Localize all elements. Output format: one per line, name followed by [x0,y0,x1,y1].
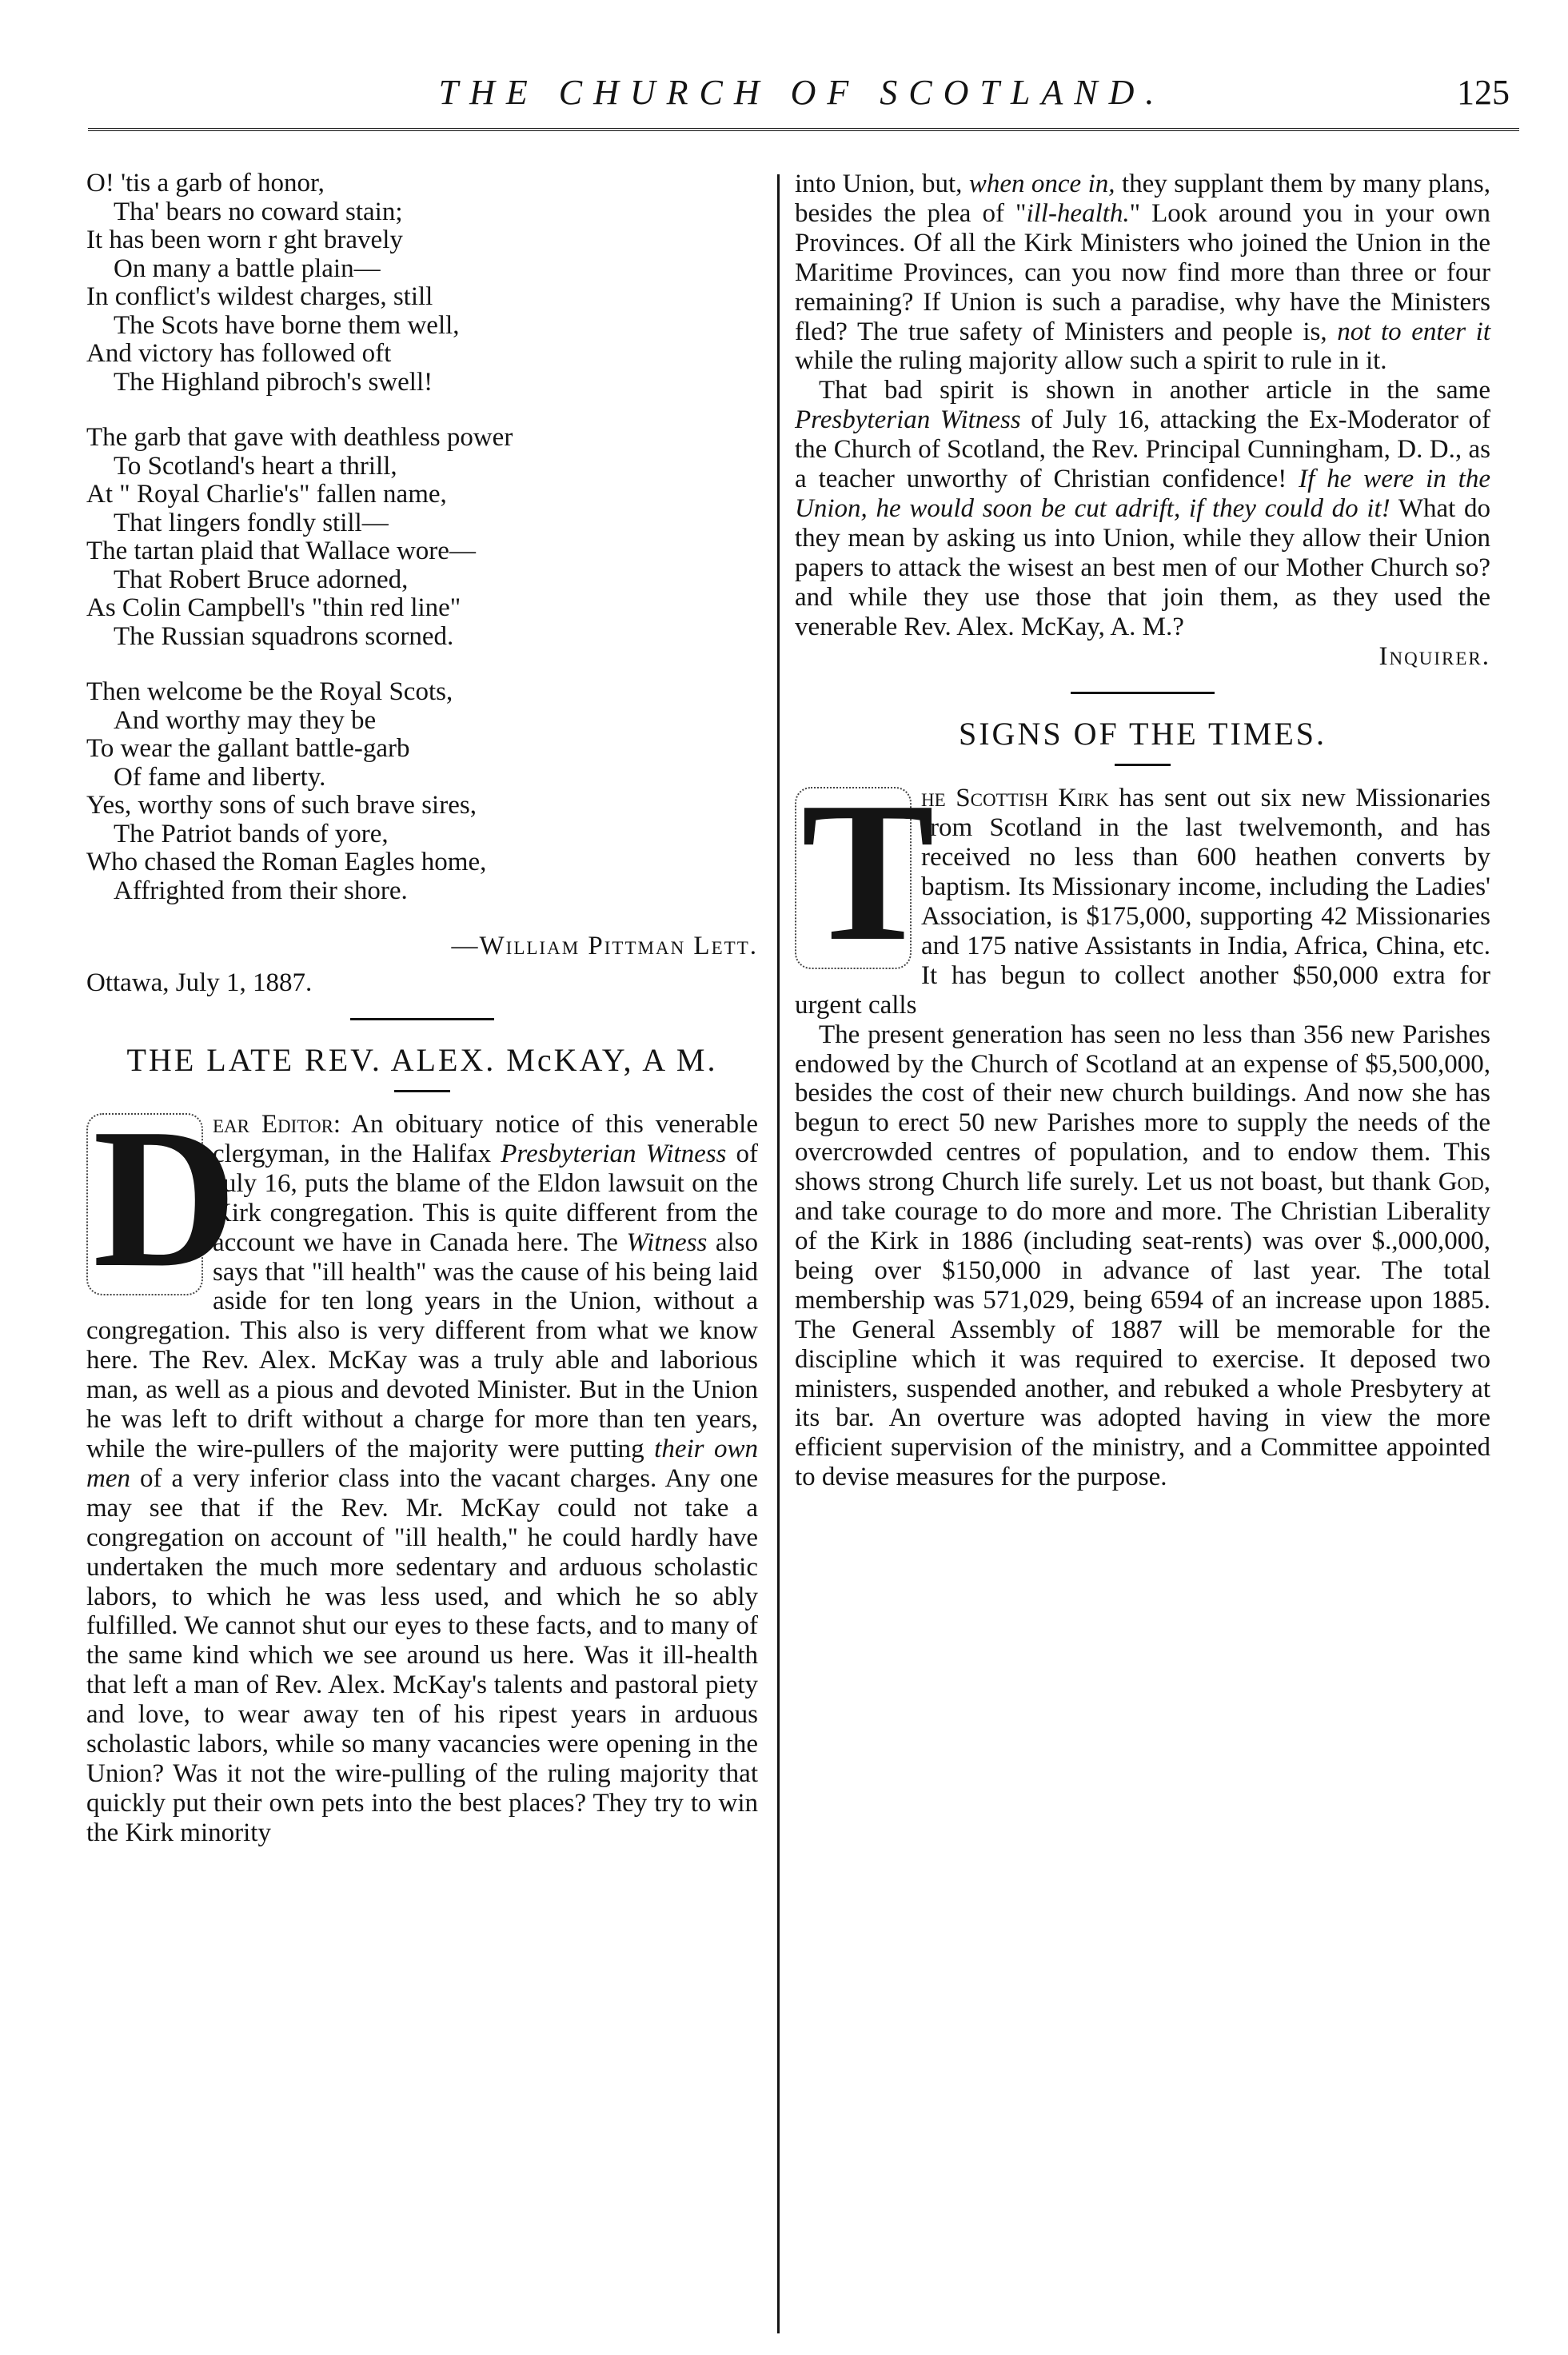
poem-line: As Colin Campbell's "thin red line" [86,593,461,622]
drop-cap-letter: T [801,761,935,984]
salutation: ear Editor: [213,1110,341,1139]
column-divider [777,174,780,2333]
italic-run: Presbyterian Witness [795,405,1021,435]
poem-stanza [86,424,758,651]
poem-line: The Russian squadrons scorned. [114,621,454,651]
italic-run: when once in, [968,170,1115,198]
text-run: An obituary notice of this venerable clergyman, in the Halifax [213,1110,758,1168]
poem-line: Then welcome be the Royal Scots, [86,677,453,706]
poem-line: The garb that gave with deathless power [86,423,513,452]
poem-line: Affrighted from their shore. [114,876,408,905]
drop-cap-ornament [86,1088,237,1309]
article-body-signs [795,761,1490,1492]
small-caps-run: God [1438,1168,1484,1197]
page-number: 125 [1457,73,1510,112]
poem-line: On many a battle plain— [114,253,381,283]
signature: Inquirer. [1378,641,1490,671]
text-run: , and take courage to do more and more. The Christian Liberality of the Kirk in 1886 (including seat-rents) was over $.,000,000, being over $150,000 in advance of last year. The total membership was 571,029, being 6594 of an increase upon 1885. The General Assembly of 1887 will be memorable for the discipline which it was required to exercise. It deposed two ministers, suspended another, and rebuked a whole Presbytery at its bar. An overture was adopted having in view the more efficient supervision of the ministry, and a Committee appointed to devise measures for the purpose. [795,1168,1490,1492]
italic-run: their own men [86,1434,758,1493]
text-run: The present generation has seen no less than 356 new Parishes endowed by the Church of Scotland at an expense of $5,500,000, besides the cost of their new church buildings. And now she has begun to erect 50 new Parishes more to supply the needs of the overcrowded centres of population, and to endow them. This shows strong Church life surely. Let us not boast, but thank [795,1020,1490,1197]
poem-line: And victory has followed oft [86,339,392,368]
article-body-mckay-continued [795,170,1490,671]
text-run: of July 16, attacking the Ex-Moderator of the Church of Scotland, the Rev. Principal Cunningham, D. D., as a teacher unworthy of Christian confidence! [795,405,1490,494]
lead-in: he Scottish Kirk [921,784,1109,813]
section-separator [1071,692,1215,694]
text-run: What do they mean by asking us into Union, while they allow their Union papers to attack the wisest an best men of our Mother Church so? and while they use those that join them, as they used the venerable Rev. Alex. McKay, A. M.? [795,493,1491,641]
poem-line: It has been worn r ght bravely [86,226,403,254]
poem-line: That Robert Bruce adorned, [114,565,409,594]
right-column [795,170,1490,1492]
poem-line: The Patriot bands of yore, [114,819,389,848]
poem-line: Who chased the Roman Eagles home, [86,848,487,876]
drop-cap-letter: D [93,1088,237,1309]
text-run: " Look around you in your own Provinces. Of all the Kirk Ministers who joined the Union in the Maritime Provinces, can you now find more than three or four remaining? If Union is such a paradise, why have the Ministers fled? The true safety of Ministers and people is, [795,198,1490,346]
paragraph [795,376,1490,641]
text-run: has sent out six new Missionaries from Scotland in the last twelvemonth, and has received no less than 600 heathen converts by baptism. Its Missionary income, including the Ladies' Association, is $175,000, supporting 42 Missionaries and 175 native Assistants in India, Africa, China, etc. It has begun to collect another $50,000 extra for urgent calls [795,784,1490,1020]
poem-stanza [86,170,758,397]
poem-line: That lingers fondly still— [114,508,389,537]
text-run: while the ruling majority allow such a spirit to rule in it. [795,346,1387,376]
poem [86,170,758,997]
poem-line: Yes, worthy sons of such brave sires, [86,791,477,820]
running-title: THE CHURCH OF SCOTLAND. [438,73,1166,112]
poem-line: Of fame and liberty. [114,762,326,792]
paragraph [795,761,1490,1020]
text-run: of July 16, puts the blame of the Eldon lawsuit on the Kirk congregation. This is quite different from the account we have in Canada here. The [213,1139,758,1257]
poem-stanza [86,678,758,905]
paragraph [86,1088,758,1848]
poem-attribution: —William Pittman Lett. [451,932,758,960]
poem-line: In conflict's wildest charges, still [86,282,433,311]
poem-line: The Highland pibroch's swell! [114,367,433,397]
article-title-signs: SIGNS OF THE TIMES. [958,716,1327,752]
title-rule [1115,764,1171,766]
poem-line: At " Royal Charlie's" fallen name, [86,480,447,509]
poem-line: To Scotland's heart a thrill, [114,451,397,481]
text-run: into Union, but, [795,170,969,198]
text-run: That bad spirit is shown in another article in the same [819,376,1490,405]
paragraph [795,170,1490,376]
text-run: they supplant them by many plans, besides the plea of " [795,170,1490,228]
left-column [86,170,758,1848]
poem-line: And worthy may they be [114,705,377,735]
article-body-mckay [86,1088,758,1848]
text-run: of a very inferior class into the vacant charges. Any one may see that if the Rev. Mr. McKay could not take a congregation on account of "ill health,'' he could hardly have undertaken the much more sedentary and arduous scholastic labors, to which he was less used, and which he so ably fulfilled. We cannot shut our eyes to these facts, and to many of the same kind which we see around us here. Was it ill-health that left a man of Rev. Alex. McKay's talents and pastoral piety and love, to wear away ten of his ripest years in arduous scholastic labors, while so many vacancies were opening in the Union? Was it not the wire-pulling of the ruling majority that quickly put their own pets into the best places? They try to win the Kirk minority [86,1463,758,1847]
italic-run: Witness [626,1227,708,1257]
text-run: also says that "ill health" was the cause of his being laid aside for ten long years in the Union, without a congregation. This also is very different from what we know here. The Rev. Alex. McKay was a truly able and laborious man, as well as a pious and devoted Minister. But in the Union he was left to drift without a charge for more than ten years, while the wire-pullers of the majority were putting [86,1227,758,1463]
italic-run: If he were in the Union, he would soon be cut adrift, if they could do it! [795,465,1490,523]
paragraph [795,1020,1490,1493]
poem-line: The Scots have borne them well, [114,310,460,340]
drop-cap-ornament [795,761,935,984]
poem-line: Tha' bears no coward stain; [114,197,403,226]
title-rule [394,1090,450,1092]
poem-line: The tartan plaid that Wallace wore— [86,537,476,565]
section-separator [350,1018,494,1020]
article-title-mckay: THE LATE REV. ALEX. McKAY, A M. [126,1042,718,1078]
poem-line: O! 'tis a garb of honor, [86,169,325,198]
italic-run: ill-health. [1026,198,1130,228]
poem-place-date: Ottawa, July 1, 1887. [86,968,313,997]
header-rule [88,128,1519,131]
italic-run: not to enter it [1337,317,1490,346]
poem-line: To wear the gallant battle-garb [86,734,410,763]
page-header [86,69,1518,125]
italic-run: Presbyterian Witness [501,1139,727,1168]
